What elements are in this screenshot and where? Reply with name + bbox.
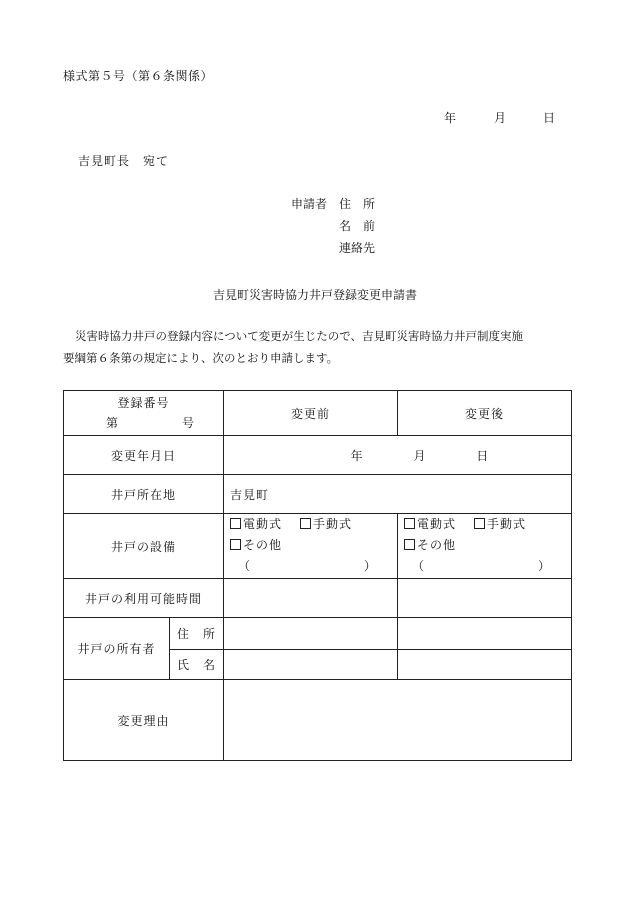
go-label: 号: [181, 416, 195, 430]
addressee: 吉見町長 宛て: [78, 154, 170, 168]
form-number: 様式第５号（第６条関係）: [63, 69, 214, 83]
manual-after-label: 手動式: [487, 517, 527, 531]
owner-address-label: 住 所: [170, 618, 224, 650]
owner-name-after[interactable]: [398, 650, 572, 680]
dai-label: 第: [106, 416, 120, 430]
other-after-field[interactable]: [404, 556, 565, 577]
change-date-month: 月: [413, 448, 427, 463]
change-date-day: 日: [476, 448, 490, 463]
date-year-label: 年: [444, 111, 457, 125]
location-value[interactable]: 吉見町: [224, 475, 572, 514]
date-month-label: 月: [494, 111, 507, 125]
other-before-checkbox[interactable]: [230, 539, 241, 550]
electric-after-label: 電動式: [417, 517, 457, 531]
change-date-value[interactable]: [224, 436, 572, 475]
equipment-before-cell: [224, 514, 398, 579]
reason-label: 変更理由: [64, 680, 224, 761]
equipment-after-line-1: [404, 514, 565, 535]
change-date-year: 年: [350, 448, 364, 463]
electric-after-checkbox[interactable]: [404, 518, 415, 529]
change-date-label: 変更年月日: [64, 436, 224, 475]
equipment-label: 井戸の設備: [64, 514, 224, 579]
equipment-before-line-1: [230, 514, 391, 535]
owner-name-label: 氏 名: [170, 650, 224, 680]
manual-after-checkbox[interactable]: [474, 518, 485, 529]
document-title: 吉見町災害時協力井戸登録変更申請書: [212, 288, 417, 302]
date-day-label: 日: [543, 111, 556, 125]
equipment-before-line-2: [230, 535, 391, 556]
paren-close: ）: [537, 559, 551, 573]
manual-before-label: 手動式: [313, 517, 353, 531]
header-row: [64, 391, 572, 436]
electric-before-label: 電動式: [243, 517, 283, 531]
reason-value[interactable]: [224, 680, 572, 761]
owner-address-after[interactable]: [398, 618, 572, 650]
electric-before-checkbox[interactable]: [230, 518, 241, 529]
registration-number-fields: [70, 413, 217, 433]
usable-time-after[interactable]: [398, 579, 572, 618]
body-line-2: 要綱第６条第の規定により、次のとおり申請します。: [63, 351, 339, 365]
manual-before-checkbox[interactable]: [300, 518, 311, 529]
applicant-contact-label: 連絡先: [339, 241, 376, 255]
applicant-name-label: 名 前: [339, 219, 376, 233]
owner-name-before[interactable]: [224, 650, 398, 680]
application-table: [63, 390, 572, 761]
owner-address-row: [64, 618, 572, 650]
other-after-checkbox[interactable]: [404, 539, 415, 550]
location-row: [64, 475, 572, 514]
registration-number-cell: [64, 391, 224, 436]
usable-time-label: 井戸の利用可能時間: [64, 579, 224, 618]
paren-close: ）: [363, 559, 377, 573]
owner-address-before[interactable]: [224, 618, 398, 650]
owner-label: 井戸の所有者: [64, 618, 170, 680]
change-date-row: [64, 436, 572, 475]
equipment-row: [64, 514, 572, 579]
equipment-after-cell: [398, 514, 572, 579]
paren-open: （: [238, 559, 252, 573]
paren-open: （: [412, 559, 426, 573]
body-line-1: 災害時協力井戸の登録内容について変更が生じたので、吉見町災害時協力井戸制度実施: [75, 329, 524, 343]
reason-row: [64, 680, 572, 761]
location-label: 井戸所在地: [64, 475, 224, 514]
usable-time-before[interactable]: [224, 579, 398, 618]
before-header: 変更前: [224, 391, 398, 436]
after-header: 変更後: [398, 391, 572, 436]
equipment-after-line-2: [404, 535, 565, 556]
other-before-field[interactable]: [230, 556, 391, 577]
applicant-label: 申請者: [291, 197, 328, 211]
applicant-address-label: 住 所: [339, 197, 376, 211]
other-before-label: その他: [243, 538, 283, 552]
body-text: [63, 325, 563, 369]
other-after-label: その他: [417, 538, 457, 552]
usable-time-row: [64, 579, 572, 618]
registration-number-label: 登録番号: [117, 396, 170, 410]
